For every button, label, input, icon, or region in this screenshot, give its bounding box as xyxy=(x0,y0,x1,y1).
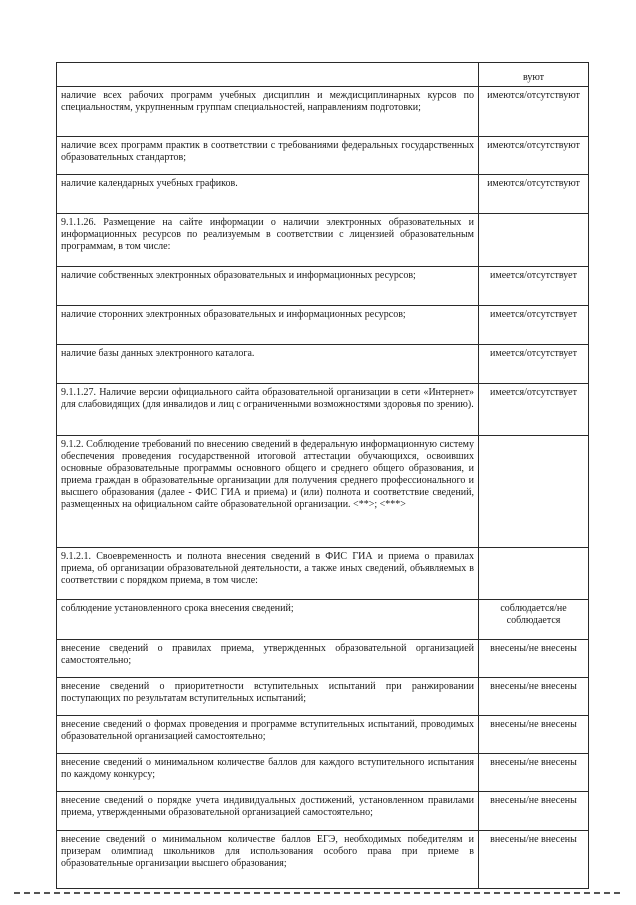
value-cell: соблюдается/не соблюдается xyxy=(479,600,589,640)
value-cell: имеется/отсутствует xyxy=(479,345,589,384)
value-cell xyxy=(479,214,589,267)
value-cell: имеются/отсутствуют xyxy=(479,137,589,175)
criteria-table xyxy=(56,62,589,889)
value-cell: имеется/отсутствует xyxy=(479,267,589,306)
value-cell: внесены/не внесены xyxy=(479,640,589,678)
value-cell: имеются/отсутствуют xyxy=(479,87,589,137)
table-row xyxy=(57,548,589,600)
table-row xyxy=(57,63,589,87)
value-cell: имеются/отсутствуют xyxy=(479,175,589,214)
value-cell: внесены/не внесены xyxy=(479,792,589,831)
criterion-cell xyxy=(57,63,479,87)
value-cell: имеется/отсутствует xyxy=(479,384,589,436)
criterion-cell: внесение сведений о минимальном количестве баллов для каждого вступительного испытания по каждому конкурсу; xyxy=(57,754,479,792)
table-row xyxy=(57,831,589,889)
table-row xyxy=(57,306,589,345)
criterion-cell: наличие собственных электронных образовательных и информационных ресурсов; xyxy=(57,267,479,306)
criterion-cell: 9.1.1.27. Наличие версии официального сайта образовательной организации в сети «Интернет» для слабовидящих (для инвалидов и лиц с ограниченными возможностями здоровья по зрению). xyxy=(57,384,479,436)
table-row xyxy=(57,640,589,678)
table-row xyxy=(57,716,589,754)
criterion-cell: наличие сторонних электронных образовательных и информационных ресурсов; xyxy=(57,306,479,345)
table-row xyxy=(57,600,589,640)
criterion-cell: соблюдение установленного срока внесения сведений; xyxy=(57,600,479,640)
table-row xyxy=(57,175,589,214)
value-cell: внесены/не внесены xyxy=(479,716,589,754)
value-cell: внесены/не внесены xyxy=(479,678,589,716)
criterion-cell: наличие всех программ практик в соответствии с требованиями федеральных государственных образовательных стандартов; xyxy=(57,137,479,175)
value-cell xyxy=(479,436,589,548)
table-row xyxy=(57,754,589,792)
table-row xyxy=(57,137,589,175)
table-row xyxy=(57,436,589,548)
page-bottom-divider xyxy=(14,892,620,894)
value-cell: внесены/не внесены xyxy=(479,754,589,792)
table-row xyxy=(57,267,589,306)
table-row xyxy=(57,345,589,384)
value-cell: вуют xyxy=(479,63,589,87)
table-row xyxy=(57,384,589,436)
criterion-cell: внесение сведений о минимальном количестве баллов ЕГЭ, необходимых победителям и призерам олимпиад школьников для использования особого права при приеме в образовательные организации высшего образования; xyxy=(57,831,479,889)
criterion-cell: наличие всех рабочих программ учебных дисциплин и междисциплинарных курсов по специальностям, укрупненным группам специальностей, направлениям подготовки; xyxy=(57,87,479,137)
criterion-cell: 9.1.2.1. Своевременность и полнота внесения сведений в ФИС ГИА и приема о правилах приема, об организации образовательной деятельности, а также иных сведений, объявляемых в соответствии с порядком приема, в том числе: xyxy=(57,548,479,600)
criterion-cell: наличие календарных учебных графиков. xyxy=(57,175,479,214)
table-row xyxy=(57,214,589,267)
criterion-cell: наличие базы данных электронного каталога. xyxy=(57,345,479,384)
criterion-cell: 9.1.1.26. Размещение на сайте информации о наличии электронных образовательных и информационных ресурсов по реализуемым в соответствии с лицензией образовательным программам, в том числе: xyxy=(57,214,479,267)
value-cell: имеется/отсутствует xyxy=(479,306,589,345)
value-cell: внесены/не внесены xyxy=(479,831,589,889)
table-row xyxy=(57,678,589,716)
table-row xyxy=(57,87,589,137)
criterion-cell: внесение сведений о правилах приема, утвержденных образовательной организацией самостоятельно; xyxy=(57,640,479,678)
criterion-cell: внесение сведений о формах проведения и программе вступительных испытаний, проводимых образовательной организацией самостоятельно; xyxy=(57,716,479,754)
value-cell xyxy=(479,548,589,600)
criterion-cell: внесение сведений о приоритетности вступительных испытаний при ранжировании поступающих по результатам вступительных испытаний; xyxy=(57,678,479,716)
criterion-cell: внесение сведений о порядке учета индивидуальных достижений, установленном правилами приема, утвержденными образовательной организацией самостоятельно; xyxy=(57,792,479,831)
criterion-cell: 9.1.2. Соблюдение требований по внесению сведений в федеральную информационную систему обеспечения проведения государственной итоговой аттестации обучающихся, освоивших основные образовательные программы основного общего и среднего общего образования, и приема граждан в образовательные организации для получения среднего профессионального и высшего образования (далее - ФИС ГИА и приема) и (или) полнота и соответствие сведений, размещенных на официальном сайте образовательной организации. <**>; <***> xyxy=(57,436,479,548)
table-row xyxy=(57,792,589,831)
